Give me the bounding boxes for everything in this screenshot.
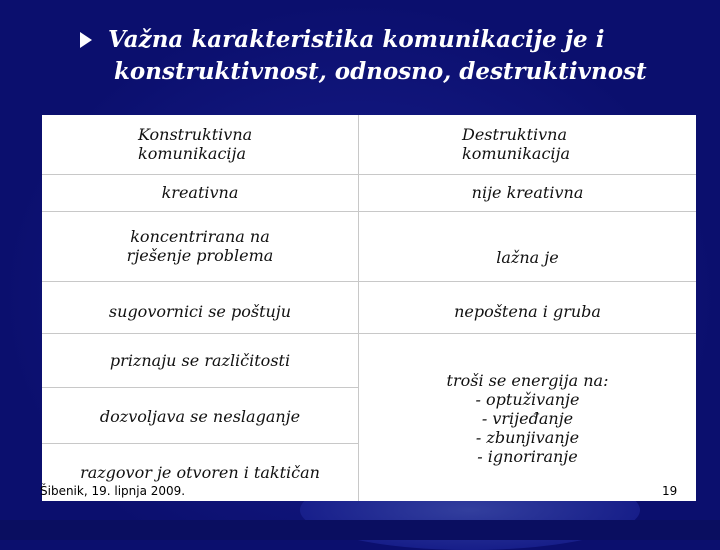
comparison-table — [42, 115, 696, 501]
left-item-3: razgovor je otvoren i taktičan — [80, 463, 320, 482]
right-block-line-4: - zbunjivanje — [475, 428, 580, 447]
row-divider — [42, 443, 358, 444]
right-block-line-5: - ignoriranje — [477, 447, 578, 466]
page-number: 19 — [662, 484, 678, 498]
header-constructive-line-2: komunikacija — [138, 144, 247, 163]
row-3-right: nepoštena i gruba — [454, 302, 601, 321]
row-divider — [42, 174, 696, 175]
title-line-2: konstruktivnost, odnosno, destruktivnost — [114, 58, 647, 85]
row-divider — [42, 333, 696, 334]
left-item-2: dozvoljava se neslaganje — [99, 407, 301, 426]
right-block — [359, 371, 696, 466]
row-divider — [42, 211, 696, 212]
row-3-left: sugovornici se poštuju — [108, 302, 292, 321]
row-divider — [42, 387, 358, 388]
row-2-right: lažna je — [496, 248, 559, 267]
row-1-left: kreativna — [161, 183, 239, 202]
header-constructive — [138, 125, 338, 163]
arrow-bullet-icon — [80, 32, 92, 48]
row-2-left-line-1: koncentrirana na — [130, 227, 270, 246]
left-item-1: priznaju se različitosti — [109, 351, 291, 370]
header-destructive-line-2: komunikacija — [462, 144, 571, 163]
decorative-bar — [0, 520, 720, 540]
row-2-left-line-2: rješenje problema — [126, 246, 274, 265]
right-block-line-2: - optuživanje — [475, 390, 580, 409]
right-block-line-3: - vrijeđanje — [481, 409, 574, 428]
header-constructive-line-1: Konstruktivna — [138, 125, 253, 144]
row-divider — [42, 281, 696, 282]
slide-title — [80, 24, 680, 88]
title-line-1: Važna karakteristika komunikacije je i — [108, 26, 605, 53]
row-2-left — [42, 227, 358, 265]
header-destructive-line-1: Destruktivna — [462, 125, 568, 144]
row-1-right: nije kreativna — [471, 183, 584, 202]
right-block-line-1: troši se energija na: — [446, 371, 609, 390]
footer-date: Šibenik, 19. lipnja 2009. — [40, 484, 186, 498]
header-destructive — [462, 125, 682, 163]
